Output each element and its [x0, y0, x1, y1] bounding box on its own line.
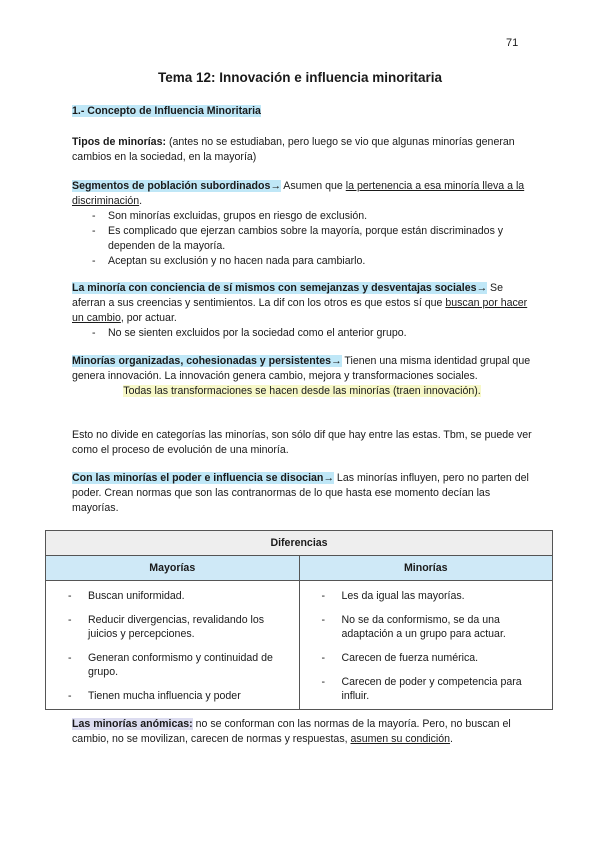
- tipos-paragraph: [72, 135, 532, 165]
- organizadas-label: Minorías organizadas, cohesionadas y persistentes: [72, 355, 332, 367]
- anomicas-text: no se conforman con las normas de la mayoría. Pero, no buscan el cambio, no se movilizan, carecen de normas y respuestas,: [72, 718, 511, 745]
- segmentos-text: Asumen que: [280, 180, 346, 192]
- organizadas-paragraph: [72, 354, 532, 399]
- differences-table: [45, 530, 553, 710]
- section-heading-text: 1.- Concepto de Influencia Minoritaria: [72, 105, 261, 117]
- segmentos-label: Segmentos de población subordinados: [72, 180, 271, 192]
- segmentos-underlined: la pertenencia a esa minoría lleva a la discriminación: [72, 180, 525, 207]
- poder-paragraph: [72, 471, 532, 516]
- organizadas-text: Tienen una misma identidad grupal que genera innovación. La innovación genera cambio, mejora y transformaciones sociales.: [72, 355, 531, 382]
- list-item: - Carecen de fuerza numérica.: [310, 651, 543, 665]
- conciencia-underlined: buscan por hacer un cambio: [72, 297, 528, 324]
- section-heading: [72, 104, 532, 119]
- arrow-icon: →: [270, 180, 281, 192]
- conciencia-paragraph: [72, 281, 532, 341]
- list-item: - No se da conformismo, se da una adaptación a un grupo para actuar.: [310, 613, 543, 641]
- list-item: - Tienen mucha influencia y poder: [56, 689, 289, 703]
- segmentos-paragraph: [72, 179, 532, 269]
- segmentos-list: [72, 209, 532, 269]
- mayorias-cell: [46, 581, 300, 710]
- conciencia-end: , por actuar.: [120, 312, 177, 324]
- poder-text: Las minorías influyen, pero no parten del poder. Crean normas que son las contranormas de lo que hasta ese momento decían las mayorías.: [72, 472, 529, 514]
- list-item: - Son minorías excluidas, grupos en riesgo de exclusión.: [72, 209, 532, 224]
- table-title: Diferencias: [46, 531, 553, 556]
- arrow-icon: →: [476, 282, 488, 294]
- tipos-text: (antes no se estudiaban, pero luego se vio que algunas minorías generan cambios en la sociedad, en la mayoría): [72, 136, 515, 163]
- arrow-icon: →: [323, 472, 334, 484]
- conciencia-label: La minoría con conciencia de sí mismos con semejanzas y desventajas sociales: [72, 282, 477, 294]
- divide-paragraph: [72, 428, 532, 458]
- column-header-mayorias: Mayorías: [46, 556, 300, 581]
- minorias-cell: [299, 581, 553, 710]
- list-item: - Reducir divergencias, revalidando los juicios y percepciones.: [56, 613, 289, 641]
- list-item: - Buscan uniformidad.: [56, 589, 289, 603]
- divide-text: Esto no divide en categorías las minorías, son sólo dif que hay entre las estas. Tbm, se puede ver como el proceso de evolución de una minoría.: [72, 429, 532, 456]
- segmentos-end: .: [139, 195, 143, 207]
- organizadas-highlight: Todas las transformaciones se hacen desde las minorías (traen innovación).: [123, 385, 481, 397]
- page-number: 71: [506, 37, 519, 49]
- anomicas-label: Las minorías anómicas:: [72, 718, 193, 730]
- list-item: - Es complicado que ejerzan cambios sobre la mayoría, porque están discriminados y dependen de la mayoría.: [72, 224, 532, 254]
- list-item: - Carecen de poder y competencia para influir.: [310, 675, 543, 703]
- list-item: - No se sienten excluidos por la sociedad como el anterior grupo.: [72, 326, 532, 341]
- page-title: Tema 12: Innovación e influencia minoritaria: [157, 70, 443, 85]
- list-item: - Les da igual las mayorías.: [310, 589, 543, 603]
- list-item: - Generan conformismo y continuidad de grupo.: [56, 651, 289, 679]
- conciencia-text: Se aferran a sus creencias y sentimientos. La dif con los otros es que estos sí que: [72, 282, 504, 309]
- tipos-label: Tipos de minorías:: [72, 136, 166, 148]
- list-item: - Aceptan su exclusión y no hacen nada para cambiarlo.: [72, 254, 532, 269]
- conciencia-list: [72, 326, 532, 341]
- poder-label: Con las minorías el poder e influencia se disocian: [72, 472, 324, 484]
- anomicas-paragraph: [72, 717, 532, 747]
- anomicas-underlined: asumen su condición: [350, 733, 451, 745]
- anomicas-end: .: [450, 733, 453, 745]
- column-header-minorias: Minorías: [299, 556, 553, 581]
- arrow-icon: →: [331, 355, 342, 367]
